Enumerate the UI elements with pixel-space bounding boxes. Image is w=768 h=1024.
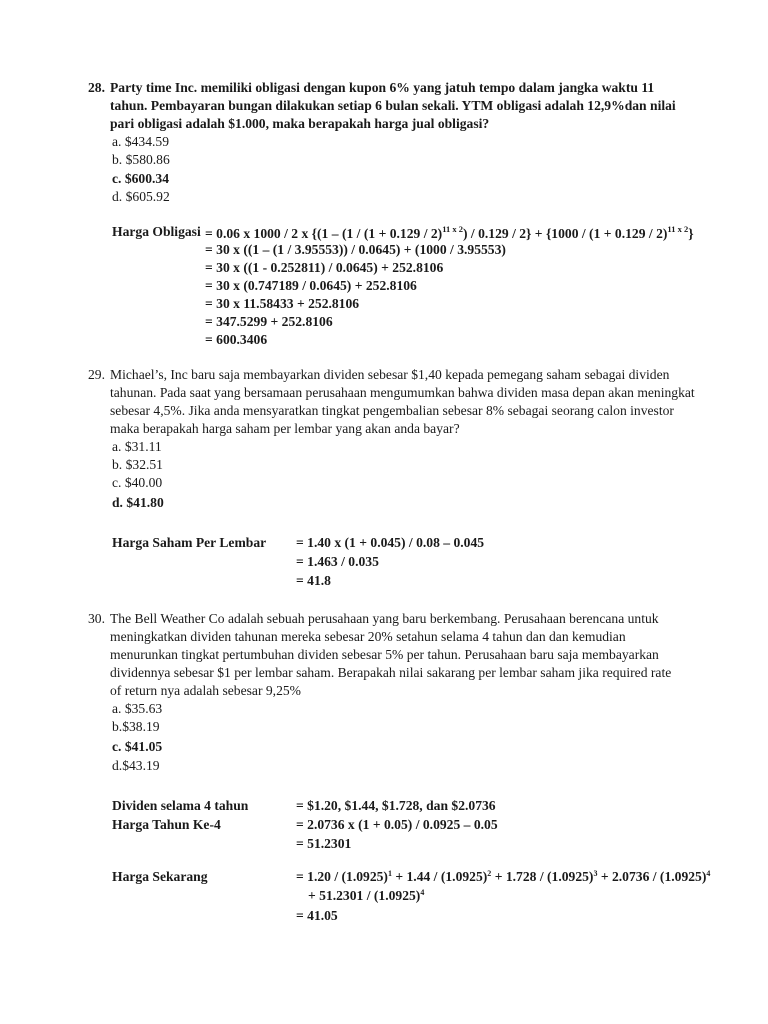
solution-label: Harga Obligasi [112,224,201,239]
question-text-line: meningkatkan dividen tahunan mereka sebesar 20% setahun selama 4 tahun dan dan kemudian [110,629,626,644]
solution-result: = 41.8 [296,573,331,588]
solution-step: = 30 x (0.747189 / 0.0645) + 252.8106 [205,278,417,293]
question-text-line: menurunkan tingkat pertumbuhan dividen sebesar 5% per tahun. Perusahaan baru saja membayarkan [110,647,659,662]
solution-step: = 1.463 / 0.035 [296,554,379,569]
question-text-line: dividennya sebesar $1 per lembar saham. Berapakah nilai sakarang per lembar saham jika required rate [110,665,672,680]
question-number: 29. [88,367,105,382]
answer-option: a. $434.59 [112,134,170,149]
question-text-line: pari obligasi adalah $1.000, maka berapakah harga jual obligasi? [110,116,490,131]
answer-option: d.$43.19 [112,758,160,773]
solution-label: Harga Saham Per Lembar [112,535,267,550]
solution-label: Harga Tahun Ke-4 [112,817,221,832]
answer-option: b.$38.19 [112,719,160,734]
answer-option: d. $605.92 [112,189,170,204]
question-text-line: tahunan. Pada saat yang bersamaan perusahaan mengumumkan bahwa dividen masa depan akan meningkat [110,385,695,400]
solution-result: = 41.05 [296,908,338,923]
question-text-line: Michael’s, Inc baru saja membayarkan dividen sebesar $1,40 kepada pemegang saham sebagai dividen [110,367,670,382]
answer-option: a. $35.63 [112,701,163,716]
answer-option: c. $40.00 [112,475,163,490]
solution-step: = 1.40 x (1 + 0.045) / 0.08 – 0.045 [296,535,485,550]
answer-option-correct: c. $41.05 [112,739,163,754]
question-number: 30. [88,611,105,626]
question-text-line: tahun. Pembayaran bungan dilakukan setiap 6 bulan sekali. YTM obligasi adalah 12,9%dan nilai [110,98,676,113]
solution-step: = 347.5299 + 252.8106 [205,314,333,329]
question-number: 28. [88,80,105,95]
answer-option: b. $32.51 [112,457,163,472]
question-text-line: of return nya adalah sebesar 9,25% [110,683,301,698]
answer-option: a. $31.11 [112,439,162,454]
question-text-line: The Bell Weather Co adalah sebuah perusahaan yang baru berkembang. Perusahaan berencana untuk [110,611,659,626]
solution-formula: = 0.06 x 1000 / 2 x {$(1 - (1 / (1 + 0.129 / 2)^{11 x 2}) / 0.129 / 2\} + \{1000 / (1 + 0.129 / 2)^{11 x 2}\}$ [205,224,694,241]
solution-label: Harga Sekarang [112,869,208,884]
solution-step: = $1.20, $1.44, $1.728, dan $2.0736 [296,798,496,813]
solution-formula: = $1.20 / (1.0925)^1 + 1.44 / (1.0925)^2 + 1.728 / (1.0925)^3 + 2.0736 / (1.0925)^4$ [296,869,711,884]
question-text-line: sebesar 4,5%. Jika anda mensyaratkan tingkat pengembalian sebesar 8% sebagai seorang calon investor [110,403,674,418]
solution-step: = 30 x 11.58433 + 252.8106 [205,296,360,311]
solution-step: = 2.0736 x (1 + 0.05) / 0.0925 – 0.05 [296,817,498,832]
solution-formula-continuation: + $51.2301 / (1.0925)^4$ [308,888,425,903]
solution-result: = 600.3406 [205,332,268,347]
answer-option-correct: c. $600.34 [112,171,170,186]
solution-step: = 30 x ((1 – (1 / 3.95553)) / 0.0645) + (1000 / 3.95553) [205,242,506,257]
solution-step: = 30 x ((1 - 0.252811) / 0.0645) + 252.8106 [205,260,444,275]
solution-step: = 51.2301 [296,836,352,851]
question-text-line: maka berapakah harga saham per lembar yang akan anda bayar? [110,421,460,436]
solution-label: Dividen selama 4 tahun [112,798,249,813]
answer-option: b. $580.86 [112,152,170,167]
question-text-line: Party time Inc. memiliki obligasi dengan kupon 6% yang jatuh tempo dalam jangka waktu 11 [110,80,655,95]
answer-option-correct: d. $41.80 [112,495,164,510]
